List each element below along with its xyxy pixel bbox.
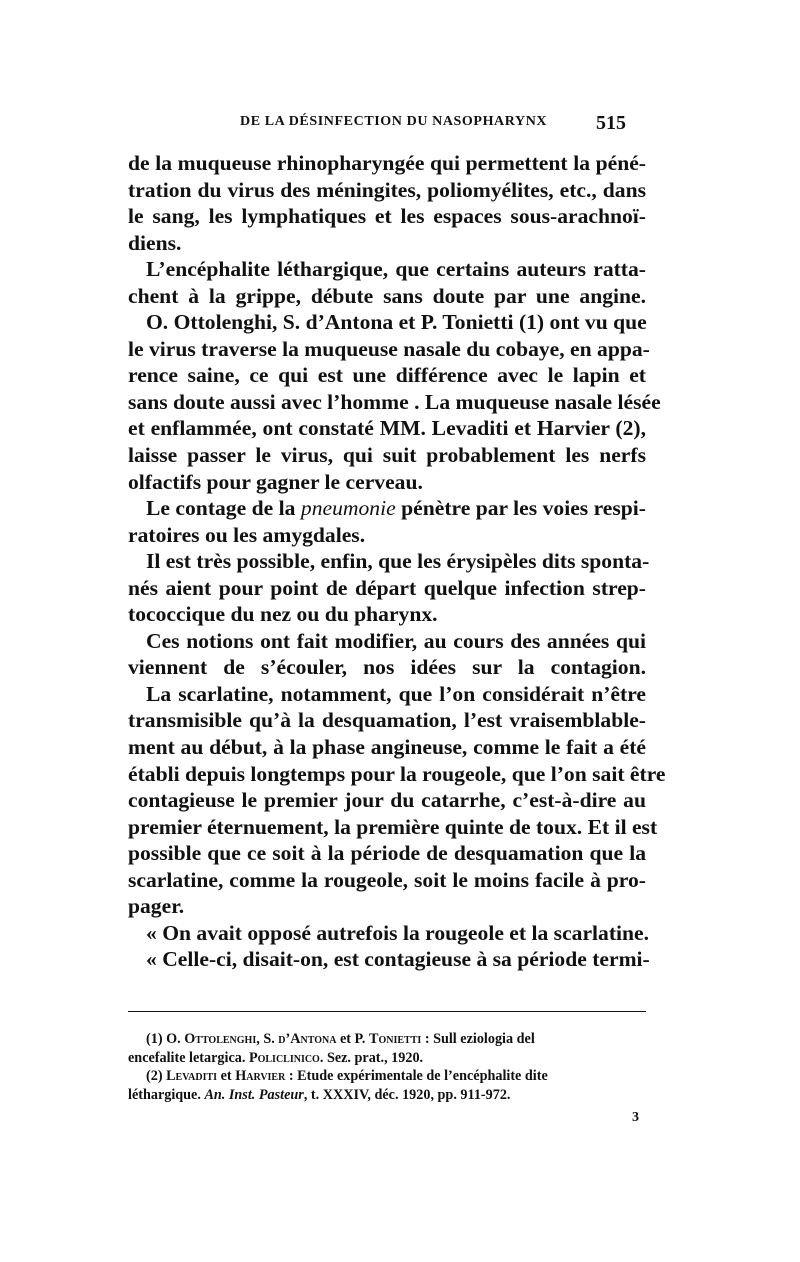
text-line: viennent de s’écouler, nos idées sur la contagion. bbox=[128, 655, 646, 680]
author-name: Levaditi bbox=[166, 1068, 218, 1085]
text-line: ment au début, à la phase angineuse, comme le fait a été bbox=[128, 735, 646, 760]
footnote-separator bbox=[128, 1011, 646, 1012]
text-line: possible que ce soit à la période de desquamation que la bbox=[128, 841, 646, 866]
text-segment: Le contage de la bbox=[146, 496, 296, 521]
text-line: nés aient pour point de départ quelque infection strep- bbox=[128, 575, 646, 600]
text-line: rence saine, ce qui est une différence avec le lapin et bbox=[128, 363, 646, 388]
text-line: établi depuis longtemps pour la rougeole, que l’on sait être bbox=[128, 761, 666, 786]
text-line: de la muqueuse rhinopharyngée qui permettent la péné- bbox=[128, 151, 646, 175]
text-line: diens. bbox=[128, 230, 182, 255]
text-line: L’encéphalite léthargique, que certains auteurs ratta- bbox=[146, 257, 646, 282]
text-line: « Celle-ci, disait-on, est contagieuse à sa période termi- bbox=[146, 947, 650, 972]
text-line: Ces notions ont fait modifier, au cours des années qui bbox=[146, 628, 646, 653]
text-line: Il est très possible, enfin, que les érysipèles dits sponta- bbox=[146, 549, 650, 574]
text-line: et enflammée, ont constaté MM. Levaditi et Harvier (2), bbox=[128, 416, 646, 441]
journal-name: An. Inst. Pasteur bbox=[204, 1086, 304, 1103]
author-name: Ottolenghi bbox=[184, 1031, 257, 1047]
text-line: scarlatine, comme la rougeole, soit le moins facile à pro- bbox=[128, 867, 646, 892]
footnote-text: léthargique. bbox=[128, 1086, 201, 1103]
text-line bbox=[128, 495, 646, 522]
text-line: premier éternuement, la première quinte de toux. Et il est bbox=[128, 814, 658, 839]
text-line: ratoires ou les amygdales. bbox=[128, 522, 366, 547]
footnote-text: . Sez. prat., 1920. bbox=[319, 1049, 424, 1066]
footnote-2 bbox=[128, 1067, 646, 1086]
footnote-text: , S. bbox=[256, 1031, 275, 1047]
text-line: sans doute aussi avec l’homme . La muqueuse nasale lésée bbox=[128, 389, 661, 414]
text-line: le sang, les lymphatiques et les espaces sous-arachnoï- bbox=[128, 204, 646, 229]
footnotes bbox=[128, 1030, 646, 1104]
footnote-text: et P. bbox=[339, 1031, 366, 1047]
text-line: olfactifs pour gagner le cerveau. bbox=[128, 469, 423, 494]
author-name: Harvier bbox=[235, 1068, 286, 1085]
footnote-text: : Sull eziologia del bbox=[424, 1031, 535, 1047]
footnote-text: et bbox=[220, 1068, 232, 1085]
footnote-text: , t. XXXIV, déc. 1920, pp. 911-972. bbox=[303, 1086, 511, 1103]
text-line: transmisible qu’à la desquamation, l’est vraisemblable- bbox=[128, 708, 646, 733]
italic-term: pneumonie bbox=[300, 496, 396, 521]
footnote-1-cont bbox=[128, 1049, 646, 1068]
text-line: le virus traverse la muqueuse nasale du cobaye, en appa- bbox=[128, 336, 650, 361]
footnote-text: (2) bbox=[146, 1068, 163, 1085]
text-line: « On avait opposé autrefois la rougeole et la scarlatine. bbox=[146, 920, 650, 945]
text-line: La scarlatine, notamment, que l’on considérait n’être bbox=[146, 681, 646, 706]
footnote-text: encefalite letargica. bbox=[128, 1049, 246, 1066]
author-name: Tonietti bbox=[369, 1031, 422, 1047]
journal-name: Policlinico bbox=[248, 1049, 320, 1066]
text-line: O. Ottolenghi, S. d’Antona et P. Tonietti (1) ont vu que bbox=[146, 310, 647, 335]
footnote-2-cont bbox=[128, 1086, 646, 1105]
main-text bbox=[128, 150, 666, 973]
text-segment: pénètre par les voies respi- bbox=[401, 496, 646, 521]
text-line: pager. bbox=[128, 894, 185, 919]
text-line: laisse passer le virus, qui suit probablement les nerfs bbox=[128, 443, 646, 468]
author-name: d’Antona bbox=[278, 1031, 337, 1047]
text-line: chent à la grippe, débute sans doute par une angine. bbox=[128, 283, 646, 308]
page-number: 515 bbox=[596, 112, 626, 134]
page-header bbox=[240, 114, 626, 136]
text-line: contagieuse le premier jour du catarrhe, c’est-à-dire au bbox=[128, 788, 646, 813]
signature-mark: 3 bbox=[632, 1110, 639, 1125]
running-title: DE LA DÉSINFECTION DU NASOPHARYNX bbox=[240, 114, 548, 129]
footnote-text: : Etude expérimentale de l’encéphalite dite bbox=[288, 1068, 548, 1085]
text-line: tration du virus des méningites, poliomyélites, etc., dans bbox=[128, 177, 646, 202]
footnote-text: (1) O. bbox=[146, 1031, 181, 1047]
text-line: tococcique du nez ou du pharynx. bbox=[128, 602, 438, 627]
footnote-1 bbox=[128, 1030, 646, 1049]
